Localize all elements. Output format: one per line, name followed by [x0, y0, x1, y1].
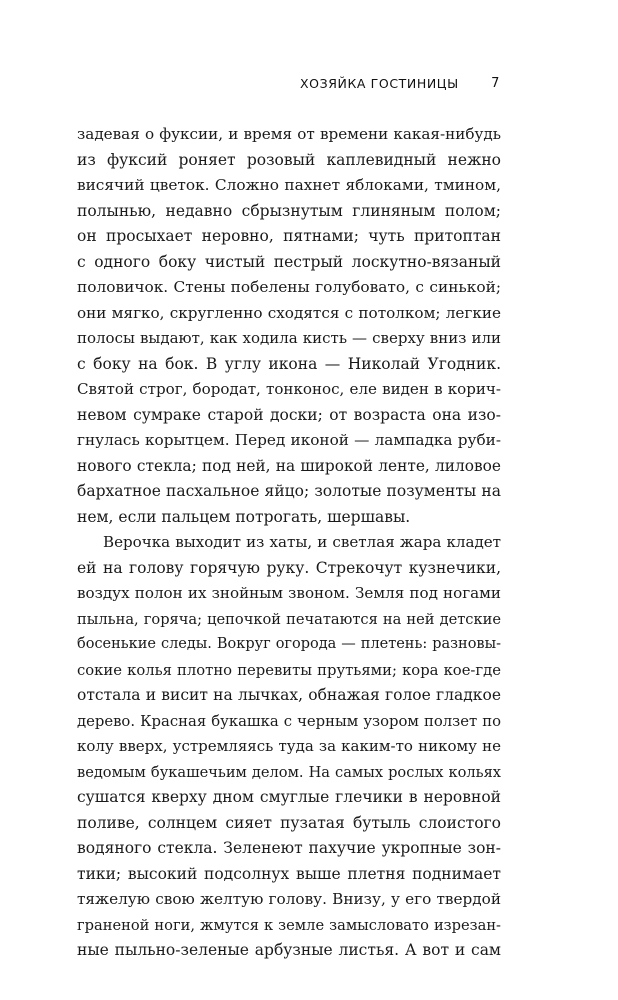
text-line: они мягко, скругленно сходятся с потолком; легкие — [77, 303, 501, 322]
text-line: половичок. Стены побелены голубовато, с синькой; — [77, 278, 501, 296]
text-line: тики; высокий подсолнух выше плетня поднимает — [77, 864, 501, 883]
text-line: ные пыльно-зеленые арбузные листья. А вот и сам — [77, 941, 501, 959]
text-line: нового стекла; под ней, на широкой ленте, лиловое — [77, 456, 501, 475]
paragraph-1 — [77, 122, 501, 530]
text-line: Святой строг, бородат, тонконос, еле виден в корич- — [77, 380, 501, 398]
page-number: 7 — [491, 76, 500, 91]
text-line: из фуксий роняет розовый каплевидный нежно — [77, 150, 501, 169]
text-line: колу вверх, устремляясь туда за каким-то никому не — [77, 737, 501, 755]
text-line: пыльна, горяча; цепочкой печатаются на ней детские — [77, 610, 501, 628]
text-line: он просыхает неровно, пятнами; чуть притоптан — [77, 227, 501, 245]
text-line: поливе, солнцем сияет пузатая бутыль слоистого — [77, 813, 501, 832]
text-line: полосы выдают, как ходила кисть — сверху вниз или — [77, 329, 501, 347]
text-line: сокие колья плотно перевиты прутьями; кора кое-где — [77, 661, 501, 679]
text-line: дерево. Красная букашка с черным узором ползет по — [77, 712, 501, 730]
text-line: с одного боку чистый пестрый лоскутно-вязаный — [77, 252, 501, 271]
running-head — [300, 76, 500, 96]
text-line: Верочка выходит из хаты, и светлая жара кладет — [103, 533, 501, 551]
text-line: висячий цветок. Сложно пахнет яблоками, тмином, — [77, 176, 501, 194]
text-line: сушатся кверху дном смуглые глечики в неровной — [77, 788, 501, 806]
text-line: нем, если пальцем потрогать, шершавы. — [77, 507, 411, 526]
running-title: ХОЗЯЙКА ГОСТИНИЦЫ — [300, 76, 459, 91]
text-line: с боку на бок. В углу икона — Николай Угодник. — [77, 354, 501, 373]
text-line: граненой ноги, жмутся к земле замысловато изрезан- — [77, 916, 501, 934]
text-line: босенькие следы. Вокруг огорода — плетень: разновы- — [77, 636, 501, 652]
text-line: задевая о фуксии, и время от времени какая-нибудь — [77, 125, 501, 143]
text-line: ей на голову горячую руку. Стрекочут кузнечики, — [77, 558, 501, 577]
text-line: невом сумраке старой доски; от возраста она изо- — [77, 405, 501, 424]
paragraph-2 — [77, 530, 501, 964]
text-line: отстала и висит на лычках, обнажая голое гладкое — [77, 686, 501, 704]
text-line: тяжелую свою желтую голову. Внизу, у его твердой — [77, 890, 501, 908]
text-line: гнулась корытцем. Перед иконой — лампадка руби- — [77, 431, 501, 449]
text-line: водяного стекла. Зеленеют пахучие укропные зон- — [77, 839, 501, 857]
text-line: ведомым букашечьим делом. На самых рослых кольях — [77, 763, 501, 781]
text-line: бархатное пасхальное яйцо; золотые позументы на — [77, 482, 501, 500]
text-line: воздух полон их знойным звоном. Земля под ногами — [77, 584, 501, 602]
body-text — [77, 122, 501, 964]
text-line: полынью, недавно сбрызнутым глиняным полом; — [77, 201, 501, 220]
